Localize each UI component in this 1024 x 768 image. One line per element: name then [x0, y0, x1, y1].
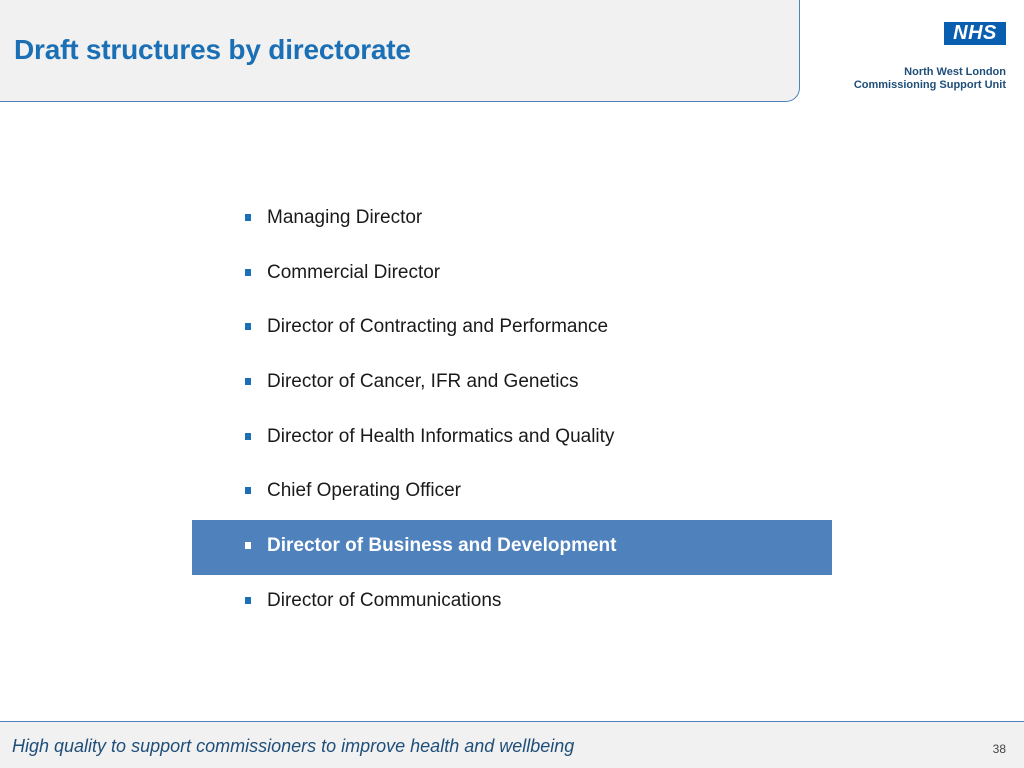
list-item [192, 192, 832, 247]
organisation-name [854, 66, 1006, 92]
page-number: 38 [992, 742, 1006, 756]
square-bullet-icon [245, 323, 251, 330]
square-bullet-icon [245, 214, 251, 221]
list-item-label: Director of Business and Development [267, 535, 617, 557]
square-bullet-icon [245, 542, 251, 549]
square-bullet-icon [245, 597, 251, 604]
list-item-label: Chief Operating Officer [267, 480, 461, 502]
list-item [192, 465, 832, 520]
square-bullet-icon [245, 269, 251, 276]
list-item-label: Managing Director [267, 207, 423, 228]
list-item [192, 301, 832, 356]
nhs-logo: NHS [944, 22, 1006, 45]
footer-tagline: High quality to support commissioners to improve health and wellbeing [12, 736, 575, 756]
square-bullet-icon [245, 487, 251, 494]
list-item [192, 575, 832, 630]
page-title: Draft structures by directorate [14, 34, 411, 65]
list-item-highlighted [192, 520, 832, 575]
list-item-label: Director of Contracting and Performance [267, 316, 609, 338]
list-item-label: Commercial Director [267, 261, 441, 283]
list-item [192, 411, 832, 466]
list-item-label: Director of Communications [267, 589, 502, 611]
footer [0, 721, 1024, 768]
list-item-label: Director of Health Informatics and Quality [267, 425, 615, 447]
square-bullet-icon [245, 433, 251, 440]
list-item-label: Director of Cancer, IFR and Genetics [267, 371, 579, 393]
square-bullet-icon [245, 378, 251, 385]
list-item [192, 247, 832, 302]
organisation-name-line-2: Commissioning Support Unit [853, 79, 1006, 91]
list-item [192, 356, 832, 411]
organisation-name-line-1: North West London [904, 66, 1006, 78]
title-panel [0, 0, 800, 102]
directorate-list [192, 192, 832, 630]
